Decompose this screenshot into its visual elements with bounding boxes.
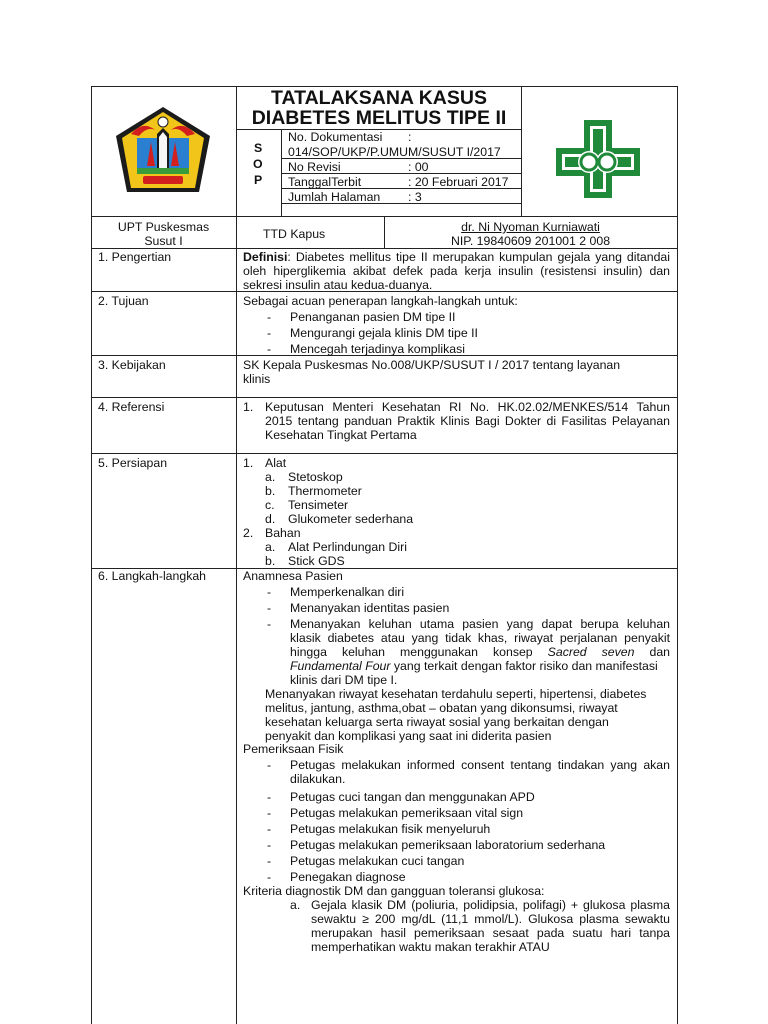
- puskesmas-logo: [546, 112, 650, 206]
- anam-item-2: Menanyakan identitas pasien: [290, 601, 450, 615]
- alat-key-2: b.: [265, 484, 276, 498]
- fisik-dash-5: -: [267, 854, 272, 868]
- pengertian-text1: : Diabetes mellitus tipe II merupakan kumpulan gejala yang ditandai: [287, 250, 670, 264]
- fisik-dash-1: -: [267, 790, 272, 804]
- anam-dash-2: -: [267, 601, 272, 615]
- alat-item-2: Thermometer: [288, 484, 362, 498]
- alat-item-4: Glukometer sederhana: [288, 512, 414, 526]
- bahan-key-2: b.: [265, 554, 276, 568]
- referensi-line1: Keputusan Menteri Kesehatan RI No. HK.02.02/MENKES/514 Tahun: [265, 400, 670, 414]
- fisik-heading: Pemeriksaan Fisik: [243, 742, 344, 756]
- kriteria-line4: memperhatikan waktu makan terakhir ATAU: [311, 940, 550, 954]
- kebijakan-line1: SK Kepala Puskesmas No.008/UKP/SUSUT I / 2017 tentang layanan: [243, 358, 621, 372]
- row-sep-kebijakan: [91, 397, 678, 398]
- riwayat-line4: penyakit dan komplikasi yang saat ini diderita pasien: [265, 729, 552, 743]
- referensi-line2: 2015 tentang panduan Praktik Klinis Bagi Dokter di Fasilitas Pelayanan: [265, 414, 670, 428]
- fisik-item-1: Petugas cuci tangan dan menggunakan APD: [290, 790, 535, 804]
- regency-logo: [113, 104, 213, 198]
- fisik-dash-0: -: [267, 758, 272, 772]
- signatory-nip: NIP. 19840609 201001 2 008: [450, 234, 611, 248]
- alat-heading: Alat: [265, 456, 287, 470]
- tujuan-dash-1: -: [267, 310, 272, 324]
- bahan-num: 2.: [243, 526, 254, 540]
- date-label: TanggalTerbit: [288, 175, 362, 189]
- fisik-dash-6: -: [267, 870, 272, 884]
- tujuan-dash-3: -: [267, 342, 272, 356]
- anam-item-1: Memperkenalkan diri: [290, 585, 405, 599]
- doc-no-colon: :: [408, 130, 412, 144]
- keluhan-line1: Menanyakan keluhan utama pasien yang dapat berupa keluhan: [290, 617, 670, 631]
- pengertian-line3: sekresi insulin atau kedua-duanya.: [243, 278, 433, 292]
- sop-letter-o: O: [253, 157, 263, 171]
- keluhan-line4-b: yang terkait dengan faktor risiko dan manifestasi: [390, 659, 658, 673]
- section-label-persiapan: 5. Persiapan: [98, 456, 168, 470]
- fisik-dash-4: -: [267, 838, 272, 852]
- referensi-num: 1.: [243, 400, 254, 414]
- tujuan-item-1: Penanganan pasien DM tipe II: [290, 310, 456, 324]
- pengertian-line2: oleh hiperglikemia akibat defek pada kerja insulin (resistensi insulin) dan: [243, 264, 670, 278]
- alat-key-1: a.: [265, 470, 276, 484]
- page-title-line1: TATALAKSANA KASUS: [271, 87, 487, 109]
- keluhan-line4: [290, 659, 658, 673]
- alat-key-3: c.: [265, 498, 275, 512]
- kriteria-line1: Gejala klasik DM (poliuria, polidipsia, polifagi) + glukosa plasma: [311, 898, 670, 912]
- anam-dash-3: -: [267, 617, 272, 631]
- revision-label: No Revisi: [288, 160, 341, 174]
- date-value: : 20 Februari 2017: [408, 175, 509, 189]
- alat-key-4: d.: [265, 512, 276, 526]
- revision-value: : 00: [408, 160, 429, 174]
- signatory-name: dr. Ni Nyoman Kurniawati: [461, 220, 600, 234]
- pengertian-line1: [243, 250, 670, 264]
- org-line1: UPT Puskesmas: [117, 220, 210, 234]
- anamnesa-heading: Anamnesa Pasien: [243, 569, 343, 583]
- fisik-item-5: Petugas melakukan cuci tangan: [290, 854, 465, 868]
- riwayat-line2: melitus, jantung, asthma,obat – obatan yang dikonsumsi, riwayat: [265, 701, 618, 715]
- keluhan-line3-b: Sacred seven: [547, 645, 635, 659]
- bahan-item-2: Stick GDS: [288, 554, 345, 568]
- fisik-item-2: Petugas melakukan pemeriksaan vital sign: [290, 806, 524, 820]
- border-right: [677, 86, 678, 1024]
- tujuan-item-3: Mencegah terjadinya komplikasi: [290, 342, 465, 356]
- bahan-heading: Bahan: [265, 526, 301, 540]
- tujuan-intro: Sebagai acuan penerapan langkah-langkah untuk:: [243, 294, 518, 308]
- pengertian-bold: Definisi: [243, 250, 288, 264]
- pages-value: : 3: [408, 190, 422, 204]
- riwayat-line1: Menanyakan riwayat kesehatan terdahulu seperti, hipertensi, diabetes: [265, 687, 647, 701]
- anam-dash-1: -: [267, 585, 272, 599]
- riwayat-line3: kesehatan keluarga serta riwayat sosial yang berkaitan dengan: [265, 715, 609, 729]
- keluhan-line3-a: hingga keluhan menggunakan konsep: [290, 645, 548, 659]
- referensi-line3: Kesehatan Tingkat Pertama: [265, 428, 417, 442]
- kriteria-line2: sewaktu ≥ 200 mg/dL (11,1 mmol/L). Glukosa plasma sewaktu: [311, 912, 670, 926]
- fisik-first-line1: Petugas melakukan informed consent tentang tindakan yang akan: [290, 758, 670, 772]
- fisik-item-6: Penegakan diagnose: [290, 870, 406, 884]
- bahan-item-1: Alat Perlindungan Diri: [288, 540, 407, 554]
- alat-num: 1.: [243, 456, 254, 470]
- ttd-kapus: TTD Kapus: [263, 227, 326, 241]
- section-label-tujuan: 2. Tujuan: [98, 294, 149, 308]
- alat-item-1: Stetoskop: [288, 470, 343, 484]
- tujuan-item-2: Mengurangi gejala klinis DM tipe II: [290, 326, 478, 340]
- fisik-item-4: Petugas melakukan pemeriksaan laboratorium sederhana: [290, 838, 606, 852]
- keluhan-line4-a: Fundamental Four: [290, 659, 391, 673]
- doc-no-label: No. Dokumentasi: [288, 130, 383, 144]
- kebijakan-line2: klinis: [243, 372, 271, 386]
- fisik-first-line2: dilakukan.: [290, 772, 346, 786]
- sop-letter-p: P: [254, 173, 263, 187]
- alat-item-3: Tensimeter: [288, 498, 349, 512]
- border-col1: [236, 86, 237, 1024]
- pages-label: Jumlah Halaman: [288, 190, 381, 204]
- section-label-pengertian: 1. Pengertian: [98, 250, 172, 264]
- sop-letter-s: S: [254, 141, 263, 155]
- fisik-dash-3: -: [267, 822, 272, 836]
- page-title-line2: DIABETES MELITUS TIPE II: [251, 107, 507, 129]
- doc-no-value: 014/SOP/UKP/P.UMUM/SUSUT I/2017: [288, 145, 501, 159]
- keluhan-line3: [290, 645, 670, 659]
- kriteria-line3: merupakan hasil pemeriksaan sesaat pada suatu hari tanpa: [311, 926, 670, 940]
- bahan-key-1: a.: [265, 540, 276, 554]
- keluhan-line2: klasik diabetes atau yang tidak khas, riwayat perjalanan penyakit: [290, 631, 670, 645]
- fisik-dash-2: -: [267, 806, 272, 820]
- kriteria-a: a.: [290, 898, 301, 912]
- section-label-kebijakan: 3. Kebijakan: [98, 358, 166, 372]
- org-line2: Susut I: [144, 234, 183, 248]
- section-label-langkah: 6. Langkah-langkah: [98, 569, 207, 583]
- row-sep-referensi: [91, 453, 678, 454]
- keluhan-line3-c: dan: [634, 645, 671, 659]
- keluhan-line5: klinis dari DM tipe I.: [290, 673, 398, 687]
- fisik-item-3: Petugas melakukan fisik menyeluruh: [290, 822, 491, 836]
- section-label-referensi: 4. Referensi: [98, 400, 165, 414]
- kriteria-heading: Kriteria diagnostik DM dan gangguan toleransi glukosa:: [243, 884, 545, 898]
- tujuan-dash-2: -: [267, 326, 272, 340]
